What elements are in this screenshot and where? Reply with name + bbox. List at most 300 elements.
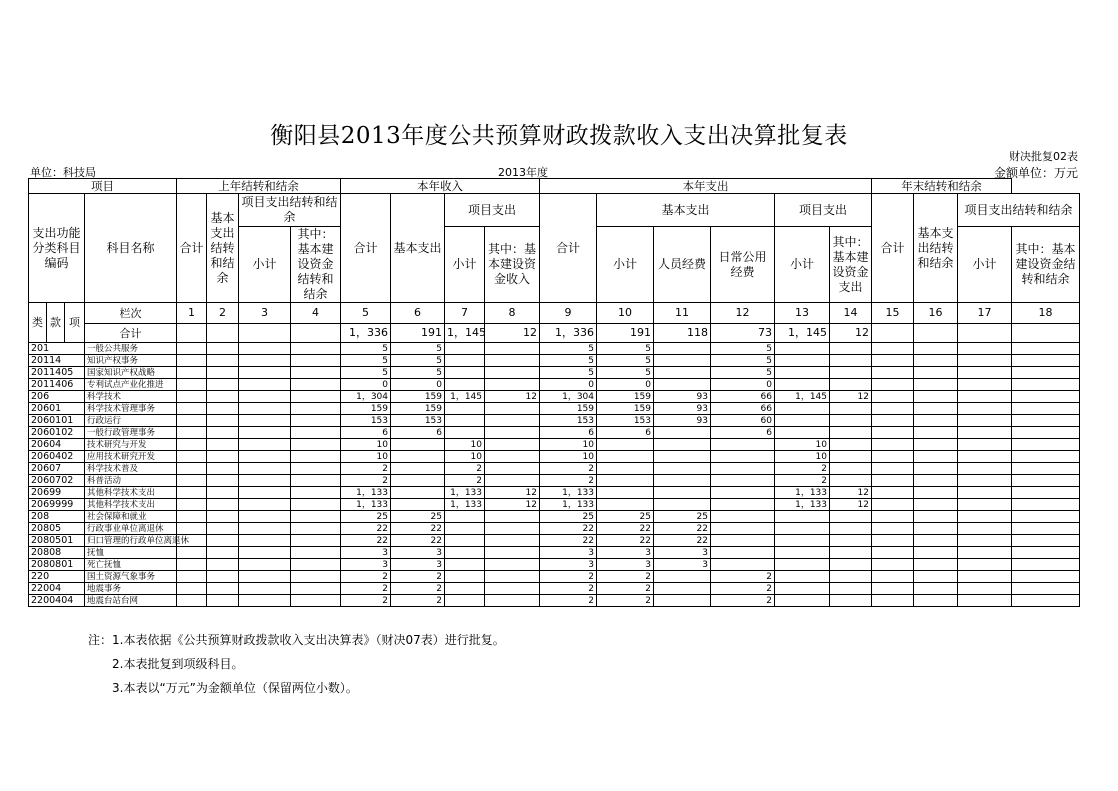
header-exp-daily: 日常公用经费 bbox=[711, 227, 775, 303]
row-cell-empty bbox=[239, 583, 291, 595]
row-cell-c12 bbox=[711, 559, 775, 571]
header-income-subtotal: 小计 bbox=[445, 227, 485, 303]
row-cell-empty bbox=[914, 487, 958, 499]
row-cell-empty bbox=[1012, 379, 1080, 391]
row-cell-c9: 2 bbox=[540, 475, 597, 487]
row-cell-empty bbox=[958, 571, 1012, 583]
row-cell-c7 bbox=[445, 343, 485, 355]
row-cell-empty bbox=[958, 559, 1012, 571]
row-cell-c10 bbox=[597, 475, 654, 487]
total-cell: 1，336 bbox=[540, 324, 597, 343]
row-cell-empty bbox=[872, 487, 914, 499]
row-cell-empty bbox=[291, 367, 341, 379]
row-cell-c5: 2 bbox=[341, 475, 391, 487]
row-cell-c12 bbox=[711, 499, 775, 511]
row-cell-c5: 2 bbox=[341, 571, 391, 583]
row-code: 2060702 bbox=[29, 475, 85, 487]
row-cell-empty bbox=[958, 451, 1012, 463]
row-cell-c11 bbox=[654, 451, 711, 463]
row-cell-empty bbox=[958, 391, 1012, 403]
table-row bbox=[29, 547, 1080, 559]
row-cell-empty bbox=[1012, 571, 1080, 583]
row-cell-empty bbox=[914, 439, 958, 451]
header-income-basic: 基本支出 bbox=[391, 194, 445, 303]
header-prev-construct: 其中：基本建设资金结转和结余 bbox=[291, 227, 341, 303]
row-cell-empty bbox=[1012, 355, 1080, 367]
row-cell-c14 bbox=[830, 571, 872, 583]
row-cell-c5: 2 bbox=[341, 583, 391, 595]
row-cell-empty bbox=[872, 439, 914, 451]
row-code: 20607 bbox=[29, 463, 85, 475]
row-cell-empty bbox=[1012, 535, 1080, 547]
row-cell-c12: 5 bbox=[711, 367, 775, 379]
row-cell-empty bbox=[239, 499, 291, 511]
table-row bbox=[29, 523, 1080, 535]
row-cell-empty bbox=[207, 451, 239, 463]
row-cell-c7: 10 bbox=[445, 451, 485, 463]
header-prev-proj: 项目支出结转和结余 bbox=[239, 194, 341, 227]
row-cell-c10: 3 bbox=[597, 559, 654, 571]
row-cell-empty bbox=[177, 559, 207, 571]
row-cell-c11 bbox=[654, 367, 711, 379]
row-cell-empty bbox=[239, 571, 291, 583]
header-lei: 类 bbox=[29, 303, 47, 343]
row-code: 2069999 bbox=[29, 499, 85, 511]
row-cell-c6: 3 bbox=[391, 559, 445, 571]
row-cell-c6: 5 bbox=[391, 355, 445, 367]
row-cell-c14 bbox=[830, 595, 872, 607]
table-row bbox=[29, 451, 1080, 463]
row-cell-c5: 5 bbox=[341, 343, 391, 355]
row-name: 抚恤 bbox=[85, 547, 177, 559]
unit-label: 单位：科技局 bbox=[30, 166, 96, 179]
row-cell-c5: 10 bbox=[341, 439, 391, 451]
row-name: 社会保障和就业 bbox=[85, 511, 177, 523]
header-exp-basic: 基本支出 bbox=[597, 194, 775, 227]
row-cell-empty bbox=[291, 451, 341, 463]
row-cell-empty bbox=[872, 451, 914, 463]
row-cell-empty bbox=[1012, 439, 1080, 451]
row-cell-empty bbox=[872, 463, 914, 475]
row-cell-c5: 1，133 bbox=[341, 499, 391, 511]
header-prev-basic: 基本支出结转和结余 bbox=[207, 194, 239, 303]
row-cell-c5: 159 bbox=[341, 403, 391, 415]
table-row bbox=[29, 439, 1080, 451]
amount-unit: 金额单位：万元 bbox=[993, 166, 1078, 180]
row-cell-c12 bbox=[711, 535, 775, 547]
row-cell-c7: 1，145 bbox=[445, 391, 485, 403]
row-cell-c5: 2 bbox=[341, 595, 391, 607]
column-number: 9 bbox=[540, 303, 597, 324]
header-end-basic: 基本支出结转和结余 bbox=[914, 194, 958, 303]
row-cell-empty bbox=[239, 427, 291, 439]
row-name: 专利试点产业化推进 bbox=[85, 379, 177, 391]
total-cell bbox=[1012, 324, 1080, 343]
row-code: 2011406 bbox=[29, 379, 85, 391]
table-row bbox=[29, 355, 1080, 367]
row-cell-empty bbox=[291, 415, 341, 427]
column-number: 15 bbox=[872, 303, 914, 324]
row-cell-empty bbox=[177, 547, 207, 559]
row-cell-c8 bbox=[485, 595, 540, 607]
header-item: 项目 bbox=[29, 179, 177, 194]
row-cell-empty bbox=[207, 487, 239, 499]
row-cell-c14: 12 bbox=[830, 499, 872, 511]
row-cell-c8 bbox=[485, 415, 540, 427]
note-2: 2.本表批复到项级科目。 bbox=[112, 657, 244, 671]
row-cell-c12: 2 bbox=[711, 595, 775, 607]
row-cell-empty bbox=[872, 511, 914, 523]
row-cell-c7: 1，133 bbox=[445, 487, 485, 499]
row-cell-empty bbox=[1012, 343, 1080, 355]
total-cell bbox=[291, 324, 341, 343]
row-cell-empty bbox=[239, 415, 291, 427]
row-cell-empty bbox=[958, 343, 1012, 355]
total-cell: 191 bbox=[597, 324, 654, 343]
row-cell-empty bbox=[239, 463, 291, 475]
row-cell-c13: 2 bbox=[775, 463, 830, 475]
row-cell-empty bbox=[291, 559, 341, 571]
row-cell-empty bbox=[914, 595, 958, 607]
row-cell-c6: 6 bbox=[391, 427, 445, 439]
row-cell-empty bbox=[872, 571, 914, 583]
row-cell-c5: 0 bbox=[341, 379, 391, 391]
row-cell-empty bbox=[872, 343, 914, 355]
row-cell-empty bbox=[239, 559, 291, 571]
header-end-total: 合计 bbox=[872, 194, 914, 303]
row-cell-c8 bbox=[485, 343, 540, 355]
row-cell-c5: 6 bbox=[341, 427, 391, 439]
row-cell-empty bbox=[177, 427, 207, 439]
row-cell-empty bbox=[1012, 403, 1080, 415]
row-cell-c12: 0 bbox=[711, 379, 775, 391]
row-cell-empty bbox=[239, 451, 291, 463]
column-number: 17 bbox=[958, 303, 1012, 324]
row-cell-empty bbox=[177, 595, 207, 607]
row-cell-c6 bbox=[391, 463, 445, 475]
header-year-end: 年末结转和结余 bbox=[872, 179, 1012, 194]
row-cell-c5: 25 bbox=[341, 511, 391, 523]
column-number: 5 bbox=[341, 303, 391, 324]
row-cell-c13: 1，145 bbox=[775, 391, 830, 403]
row-cell-empty bbox=[914, 547, 958, 559]
row-cell-empty bbox=[177, 523, 207, 535]
row-cell-c13 bbox=[775, 523, 830, 535]
row-cell-c14 bbox=[830, 463, 872, 475]
row-cell-empty bbox=[291, 535, 341, 547]
table-row bbox=[29, 415, 1080, 427]
row-cell-c13 bbox=[775, 367, 830, 379]
header-exp-personnel: 人员经费 bbox=[654, 227, 711, 303]
row-name: 其他科学技术支出 bbox=[85, 499, 177, 511]
row-cell-c8 bbox=[485, 427, 540, 439]
row-cell-empty bbox=[872, 415, 914, 427]
row-cell-c13: 1，133 bbox=[775, 499, 830, 511]
row-cell-empty bbox=[958, 523, 1012, 535]
row-name: 科学技术管理事务 bbox=[85, 403, 177, 415]
row-cell-c7 bbox=[445, 379, 485, 391]
table-row bbox=[29, 343, 1080, 355]
row-cell-c7 bbox=[445, 523, 485, 535]
header-end-subtotal: 小计 bbox=[958, 227, 1012, 303]
row-cell-empty bbox=[914, 451, 958, 463]
row-cell-c11: 3 bbox=[654, 559, 711, 571]
row-cell-c9: 6 bbox=[540, 427, 597, 439]
row-cell-c9: 22 bbox=[540, 523, 597, 535]
row-cell-empty bbox=[291, 523, 341, 535]
row-cell-c10: 0 bbox=[597, 379, 654, 391]
row-cell-empty bbox=[291, 355, 341, 367]
row-cell-c11: 25 bbox=[654, 511, 711, 523]
row-name: 地震事务 bbox=[85, 583, 177, 595]
year-label: 2013年度 bbox=[498, 166, 548, 179]
row-cell-empty bbox=[914, 415, 958, 427]
row-cell-empty bbox=[177, 451, 207, 463]
row-cell-c11 bbox=[654, 463, 711, 475]
row-cell-c5: 10 bbox=[341, 451, 391, 463]
row-cell-c13 bbox=[775, 379, 830, 391]
row-code: 208 bbox=[29, 511, 85, 523]
row-cell-c11: 93 bbox=[654, 391, 711, 403]
row-cell-empty bbox=[914, 391, 958, 403]
row-cell-empty bbox=[1012, 487, 1080, 499]
row-cell-c10: 153 bbox=[597, 415, 654, 427]
total-cell: 73 bbox=[711, 324, 775, 343]
row-cell-c12 bbox=[711, 439, 775, 451]
row-cell-empty bbox=[914, 343, 958, 355]
row-cell-c9: 10 bbox=[540, 439, 597, 451]
row-cell-empty bbox=[872, 355, 914, 367]
header-exp-proj: 项目支出 bbox=[775, 194, 872, 227]
row-cell-c14 bbox=[830, 439, 872, 451]
column-number: 18 bbox=[1012, 303, 1080, 324]
row-cell-c11 bbox=[654, 487, 711, 499]
row-cell-empty bbox=[1012, 475, 1080, 487]
row-cell-empty bbox=[207, 427, 239, 439]
row-cell-c5: 5 bbox=[341, 367, 391, 379]
row-cell-c12: 5 bbox=[711, 355, 775, 367]
row-cell-empty bbox=[914, 499, 958, 511]
row-cell-c6: 2 bbox=[391, 595, 445, 607]
row-cell-empty bbox=[872, 403, 914, 415]
row-cell-c10: 5 bbox=[597, 367, 654, 379]
row-cell-c13 bbox=[775, 403, 830, 415]
header-income-proj: 项目支出 bbox=[445, 194, 540, 227]
row-cell-c9: 0 bbox=[540, 379, 597, 391]
row-cell-empty bbox=[239, 343, 291, 355]
row-cell-empty bbox=[207, 499, 239, 511]
total-cell: 191 bbox=[391, 324, 445, 343]
header-lanci: 栏次 bbox=[85, 303, 177, 324]
row-cell-empty bbox=[239, 475, 291, 487]
row-cell-c13 bbox=[775, 583, 830, 595]
column-number: 10 bbox=[597, 303, 654, 324]
row-cell-c7 bbox=[445, 595, 485, 607]
row-cell-c12: 5 bbox=[711, 343, 775, 355]
row-cell-empty bbox=[177, 379, 207, 391]
total-cell: 1，336 bbox=[341, 324, 391, 343]
row-cell-c7 bbox=[445, 403, 485, 415]
row-code: 206 bbox=[29, 391, 85, 403]
row-cell-c9: 5 bbox=[540, 367, 597, 379]
row-name: 知识产权事务 bbox=[85, 355, 177, 367]
row-code: 2060101 bbox=[29, 415, 85, 427]
row-name: 科普活动 bbox=[85, 475, 177, 487]
row-cell-empty bbox=[239, 511, 291, 523]
row-cell-empty bbox=[239, 379, 291, 391]
row-cell-c10 bbox=[597, 439, 654, 451]
row-cell-empty bbox=[177, 343, 207, 355]
row-cell-c7 bbox=[445, 355, 485, 367]
row-cell-c13 bbox=[775, 427, 830, 439]
row-cell-c10: 6 bbox=[597, 427, 654, 439]
row-cell-c10: 5 bbox=[597, 343, 654, 355]
row-name: 国家知识产权战略 bbox=[85, 367, 177, 379]
row-cell-c14 bbox=[830, 559, 872, 571]
row-cell-c11 bbox=[654, 439, 711, 451]
row-cell-empty bbox=[914, 463, 958, 475]
row-cell-c13: 1，133 bbox=[775, 487, 830, 499]
row-cell-empty bbox=[207, 595, 239, 607]
row-cell-empty bbox=[207, 535, 239, 547]
row-cell-c8 bbox=[485, 523, 540, 535]
column-number: 1 bbox=[177, 303, 207, 324]
row-cell-c8 bbox=[485, 559, 540, 571]
header-end-proj: 项目支出结转和结余 bbox=[958, 194, 1080, 227]
row-cell-empty bbox=[239, 595, 291, 607]
row-cell-c6: 0 bbox=[391, 379, 445, 391]
row-name: 科学技术普及 bbox=[85, 463, 177, 475]
header-year-expense: 本年支出 bbox=[540, 179, 872, 194]
row-cell-c14 bbox=[830, 343, 872, 355]
header-exp-total: 合计 bbox=[540, 194, 597, 303]
row-cell-c13 bbox=[775, 559, 830, 571]
row-cell-c14 bbox=[830, 535, 872, 547]
column-number: 4 bbox=[291, 303, 341, 324]
table-row bbox=[29, 595, 1080, 607]
row-cell-c12 bbox=[711, 547, 775, 559]
total-cell bbox=[239, 324, 291, 343]
row-cell-c10: 3 bbox=[597, 547, 654, 559]
row-cell-empty bbox=[958, 475, 1012, 487]
row-cell-empty bbox=[958, 499, 1012, 511]
row-cell-c10: 22 bbox=[597, 523, 654, 535]
row-cell-c7 bbox=[445, 415, 485, 427]
table-row bbox=[29, 511, 1080, 523]
row-name: 归口管理的行政单位离退休 bbox=[85, 535, 177, 547]
row-cell-c9: 5 bbox=[540, 343, 597, 355]
row-cell-c11: 93 bbox=[654, 403, 711, 415]
row-code: 2080501 bbox=[29, 535, 85, 547]
row-name: 一般行政管理事务 bbox=[85, 427, 177, 439]
row-cell-c14: 12 bbox=[830, 487, 872, 499]
row-cell-empty bbox=[207, 379, 239, 391]
row-cell-empty bbox=[177, 571, 207, 583]
table-row bbox=[29, 571, 1080, 583]
row-cell-empty bbox=[207, 439, 239, 451]
row-cell-empty bbox=[207, 355, 239, 367]
row-cell-c9: 159 bbox=[540, 403, 597, 415]
header-exp-proj-subtotal: 小计 bbox=[775, 227, 830, 303]
row-cell-empty bbox=[291, 403, 341, 415]
row-cell-empty bbox=[177, 415, 207, 427]
row-cell-c5: 2 bbox=[341, 463, 391, 475]
row-cell-c12 bbox=[711, 463, 775, 475]
row-cell-empty bbox=[239, 487, 291, 499]
row-cell-empty bbox=[239, 391, 291, 403]
row-cell-empty bbox=[872, 379, 914, 391]
row-cell-empty bbox=[914, 535, 958, 547]
row-cell-c13: 10 bbox=[775, 451, 830, 463]
row-cell-c10: 2 bbox=[597, 571, 654, 583]
budget-table bbox=[28, 178, 1080, 607]
row-cell-empty bbox=[958, 367, 1012, 379]
row-cell-empty bbox=[958, 439, 1012, 451]
total-cell: 1，145 bbox=[445, 324, 485, 343]
column-number: 7 bbox=[445, 303, 485, 324]
note-3: 3.本表以“万元”为金额单位（保留两位小数）。 bbox=[112, 681, 358, 695]
row-code: 201 bbox=[29, 343, 85, 355]
row-cell-c11 bbox=[654, 595, 711, 607]
row-cell-empty bbox=[177, 367, 207, 379]
row-cell-c7: 2 bbox=[445, 463, 485, 475]
row-cell-c10 bbox=[597, 487, 654, 499]
row-cell-c14 bbox=[830, 355, 872, 367]
row-cell-c9: 3 bbox=[540, 559, 597, 571]
row-cell-empty bbox=[1012, 451, 1080, 463]
row-cell-c11: 22 bbox=[654, 523, 711, 535]
row-cell-c12 bbox=[711, 451, 775, 463]
table-row bbox=[29, 427, 1080, 439]
row-name: 死亡抚恤 bbox=[85, 559, 177, 571]
row-cell-c6: 22 bbox=[391, 535, 445, 547]
row-cell-c6: 159 bbox=[391, 391, 445, 403]
row-cell-empty bbox=[177, 499, 207, 511]
row-cell-c14 bbox=[830, 511, 872, 523]
row-cell-empty bbox=[1012, 427, 1080, 439]
row-cell-c10: 2 bbox=[597, 595, 654, 607]
row-name: 行政运行 bbox=[85, 415, 177, 427]
row-name: 科学技术 bbox=[85, 391, 177, 403]
table-row bbox=[29, 499, 1080, 511]
row-cell-empty bbox=[958, 547, 1012, 559]
row-cell-c12: 2 bbox=[711, 583, 775, 595]
row-cell-empty bbox=[872, 595, 914, 607]
row-cell-c8 bbox=[485, 475, 540, 487]
row-cell-c7 bbox=[445, 571, 485, 583]
row-cell-c8 bbox=[485, 571, 540, 583]
row-name: 国土资源气象事务 bbox=[85, 571, 177, 583]
row-cell-c11 bbox=[654, 343, 711, 355]
row-cell-c14 bbox=[830, 367, 872, 379]
row-cell-empty bbox=[958, 487, 1012, 499]
row-cell-c12: 6 bbox=[711, 427, 775, 439]
row-cell-c9: 153 bbox=[540, 415, 597, 427]
row-code: 22004 bbox=[29, 583, 85, 595]
row-cell-c9: 1，304 bbox=[540, 391, 597, 403]
row-cell-c14 bbox=[830, 415, 872, 427]
column-number: 6 bbox=[391, 303, 445, 324]
row-cell-c14 bbox=[830, 475, 872, 487]
row-cell-c8 bbox=[485, 379, 540, 391]
row-cell-c14 bbox=[830, 403, 872, 415]
row-cell-empty bbox=[958, 427, 1012, 439]
row-cell-empty bbox=[1012, 547, 1080, 559]
row-cell-empty bbox=[239, 367, 291, 379]
header-prev-carry: 上年结转和结余 bbox=[177, 179, 341, 194]
row-cell-empty bbox=[177, 391, 207, 403]
row-cell-c10: 159 bbox=[597, 391, 654, 403]
